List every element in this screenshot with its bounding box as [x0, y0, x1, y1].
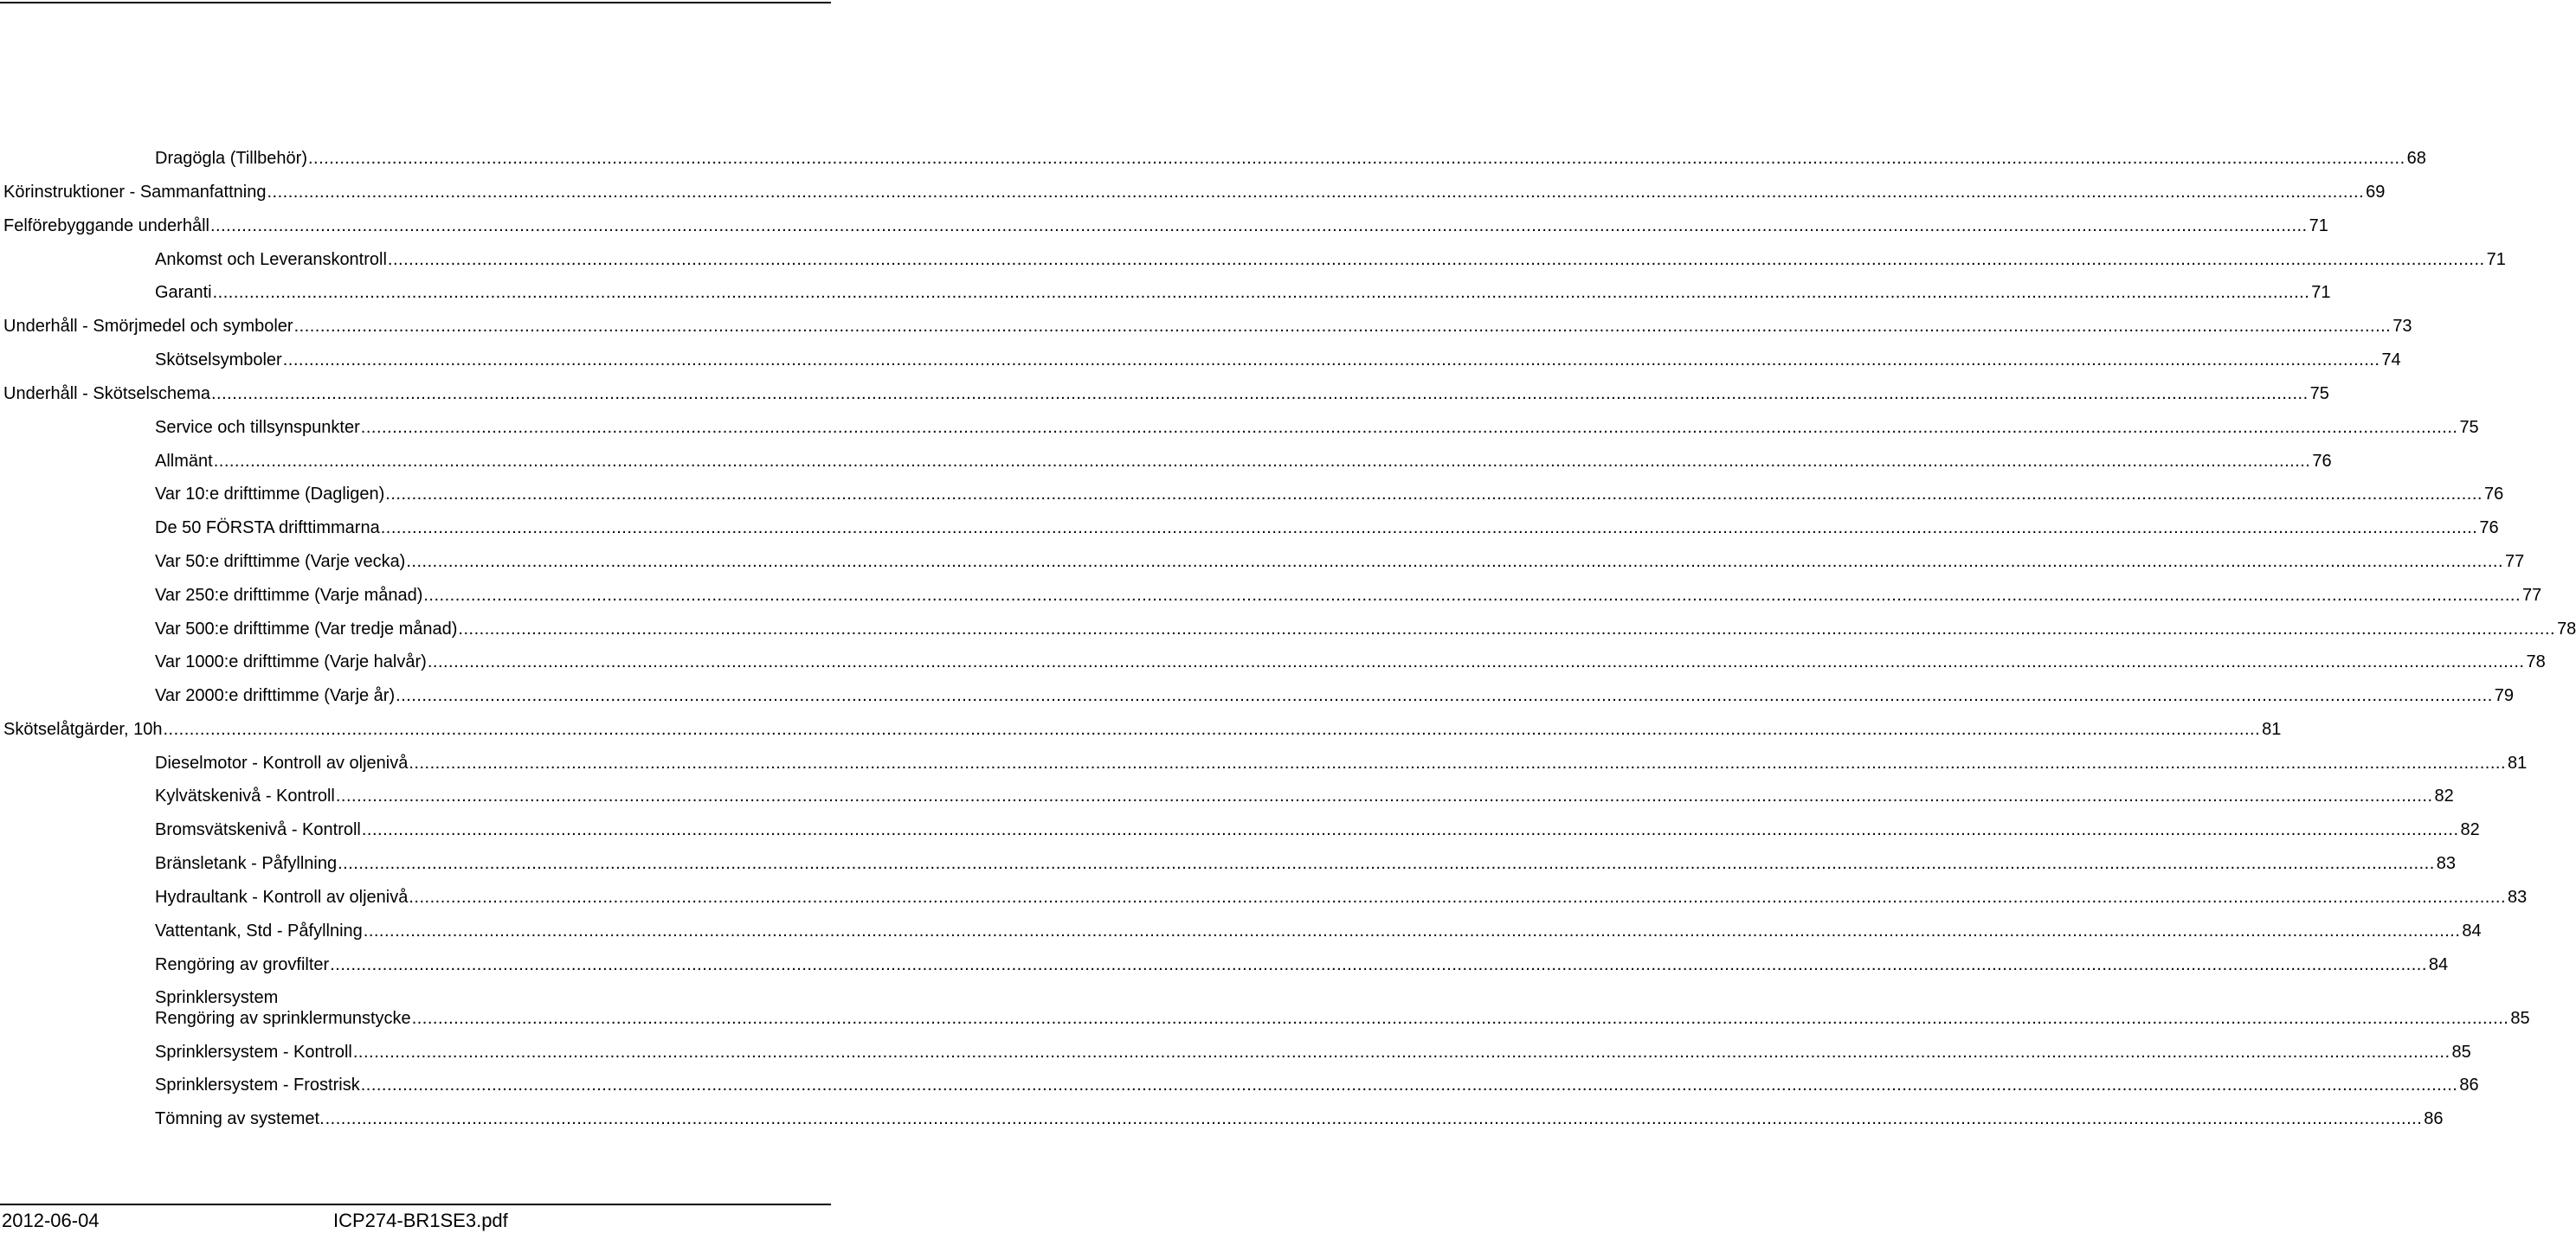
toc-entry-title: Var 1000:e drifttimme (Varje halvår) — [155, 652, 427, 671]
toc-entry-title: Bränsletank - Påfyllning — [155, 854, 338, 873]
toc-entry[interactable] — [0, 585, 2542, 611]
toc-entry-title: De 50 FÖRSTA drifttimmarna — [155, 518, 380, 537]
dot-leader: ................................................................................................................................................................................................................................................................................................................................................................................................................ — [427, 652, 2525, 671]
dot-leader: ................................................................................................................................................................................................................................................................................................................................................................................................................ — [308, 149, 2405, 168]
toc-entry-page-number: 76 — [2483, 485, 2504, 504]
toc-entry-title: Tömning av systemet. — [155, 1109, 325, 1128]
toc-entry-page-number: 84 — [2428, 955, 2449, 974]
toc-entry[interactable] — [0, 551, 2525, 577]
toc-entry-line — [155, 350, 2401, 370]
toc-entry-line — [155, 1008, 2530, 1029]
toc-entry-line — [155, 786, 2454, 806]
toc-entry-title: Allmänt — [155, 452, 213, 471]
toc-entry-page-number: 71 — [2311, 283, 2331, 302]
toc-entry-page-number: 77 — [2522, 586, 2542, 605]
toc-entry-line — [3, 719, 2282, 740]
dot-leader: ................................................................................................................................................................................................................................................................................................................................................................................................................ — [213, 452, 2311, 471]
toc-entry-line — [155, 819, 2480, 840]
toc-entry[interactable] — [0, 451, 2332, 477]
toc-entry-title: Hydraultank - Kontroll av oljenivå — [155, 888, 409, 907]
toc-entry-title: Var 250:e drifttimme (Varje månad) — [155, 586, 423, 605]
dot-leader: ................................................................................................................................................................................................................................................................................................................................................................................................................ — [211, 384, 2309, 403]
toc-entry[interactable] — [0, 921, 2482, 947]
toc-entry-title: Skötselåtgärder, 10h — [3, 720, 163, 739]
toc-entry-title: Sprinklersystem - Kontroll — [155, 1043, 352, 1062]
toc-entry-page-number: 69 — [2366, 183, 2386, 202]
toc-entry-page-number: 76 — [2312, 452, 2332, 471]
toc-entry[interactable] — [0, 517, 2499, 543]
dot-leader: ................................................................................................................................................................................................................................................................................................................................................................................................................ — [335, 787, 2433, 806]
dot-leader: ................................................................................................................................................................................................................................................................................................................................................................................................................ — [282, 350, 2380, 369]
toc-entry-title: Kylvätskenivå - Kontroll — [155, 787, 335, 806]
dot-leader: ................................................................................................................................................................................................................................................................................................................................................................................................................ — [163, 720, 2261, 739]
toc-entry[interactable] — [0, 988, 2530, 1034]
toc-entry-line — [155, 585, 2542, 606]
toc-entry-page-number: 78 — [2526, 652, 2546, 671]
toc-entry[interactable] — [0, 383, 2329, 409]
toc-entry-title: Vattentank, Std - Påfyllning — [155, 922, 363, 941]
toc-entry[interactable] — [0, 619, 2576, 645]
footer-filename: ICP274-BR1SE3.pdf — [333, 1210, 508, 1231]
footer-date: 2012-06-04 — [2, 1210, 100, 1231]
dot-leader: ................................................................................................................................................................................................................................................................................................................................................................................................................ — [212, 283, 2310, 302]
toc-entry[interactable] — [0, 652, 2546, 678]
toc-entry-page-number: 77 — [2505, 552, 2525, 571]
toc-entry-page-number: 75 — [2309, 384, 2329, 403]
toc-entry[interactable] — [0, 316, 2412, 342]
toc-entry-line — [155, 652, 2546, 672]
toc-entry-line — [3, 383, 2329, 404]
toc-entry-page-number: 75 — [2459, 418, 2479, 437]
toc-entry-page-number: 74 — [2381, 350, 2401, 369]
toc-entry[interactable] — [0, 786, 2454, 812]
dot-leader: ................................................................................................................................................................................................................................................................................................................................................................................................................ — [385, 485, 2483, 504]
toc-entry[interactable] — [0, 719, 2282, 745]
dot-leader: ................................................................................................................................................................................................................................................................................................................................................................................................................ — [406, 552, 2504, 571]
toc-entry-line — [155, 282, 2331, 303]
toc-entry-title: Ankomst och Leveranskontroll — [155, 250, 387, 269]
toc-entry-page-number: 73 — [2392, 317, 2412, 336]
toc-entry-line — [155, 249, 2506, 270]
toc-entry-page-number: 86 — [2424, 1109, 2444, 1128]
toc-entry-line — [155, 619, 2576, 639]
toc-entry[interactable] — [0, 685, 2515, 711]
toc-entry-page-number: 82 — [2460, 820, 2480, 839]
toc-entry-line — [155, 954, 2449, 975]
toc-entry-page-number: 78 — [2557, 620, 2576, 639]
toc-entry[interactable] — [0, 282, 2331, 308]
toc-entry-page-number: 71 — [2486, 250, 2506, 269]
toc-entry-line — [155, 148, 2426, 169]
dot-leader: ................................................................................................................................................................................................................................................................................................................................................................................................................ — [396, 686, 2493, 705]
toc-entry-line — [155, 551, 2525, 572]
toc-entry-title: Var 10:e drifttimme (Dagligen) — [155, 485, 385, 504]
toc-entry-title: Var 500:e drifttimme (Var tredje månad) — [155, 620, 458, 639]
toc-entry-title: Bromsvätskenivå - Kontroll — [155, 820, 361, 839]
toc-entry[interactable] — [0, 954, 2449, 980]
toc-entry-title: Felförebyggande underhåll — [3, 216, 209, 235]
dot-leader: ................................................................................................................................................................................................................................................................................................................................................................................................................ — [338, 854, 2435, 873]
toc-entry-page-number: 81 — [2262, 720, 2282, 739]
toc-entry-line — [155, 753, 2528, 774]
dot-leader: ................................................................................................................................................................................................................................................................................................................................................................................................................ — [409, 754, 2506, 773]
toc-entry-line — [155, 853, 2457, 874]
dot-leader: ................................................................................................................................................................................................................................................................................................................................................................................................................ — [361, 820, 2459, 839]
toc-entry[interactable] — [0, 484, 2504, 510]
toc-entry-line — [155, 685, 2515, 706]
toc-entry-title: Skötselsymboler — [155, 350, 282, 369]
toc-entry-page-number: 85 — [2510, 1009, 2530, 1028]
toc-entry[interactable] — [0, 887, 2528, 913]
toc-entry[interactable] — [0, 1075, 2479, 1101]
dot-leader: ................................................................................................................................................................................................................................................................................................................................................................................................................ — [352, 1043, 2450, 1062]
toc-entry-title: Dragögla (Tillbehör) — [155, 149, 307, 168]
toc-entry[interactable] — [0, 148, 2426, 174]
toc-entry-page-number: 79 — [2494, 686, 2515, 705]
toc-entry-title: Dieselmotor - Kontroll av oljenivå — [155, 754, 409, 773]
dot-leader: ................................................................................................................................................................................................................................................................................................................................................................................................................ — [411, 1009, 2509, 1028]
toc-entry-title: Var 50:e drifttimme (Varje vecka) — [155, 552, 406, 571]
toc-entry-line — [155, 1075, 2479, 1095]
dot-leader: ................................................................................................................................................................................................................................................................................................................................................................................................................ — [293, 317, 2392, 336]
footer-rule — [0, 1204, 831, 1205]
toc-entry-title: Underhåll - Skötselschema — [3, 384, 210, 403]
toc-entry[interactable] — [0, 215, 2328, 241]
dot-leader: ................................................................................................................................................................................................................................................................................................................................................................................................................ — [360, 1076, 2458, 1095]
toc-entry-page-number: 71 — [2309, 216, 2328, 235]
toc-entry-line — [155, 451, 2332, 472]
toc-entry-title: Rengöring av grovfilter — [155, 955, 330, 974]
dot-leader: ................................................................................................................................................................................................................................................................................................................................................................................................................ — [325, 1109, 2423, 1128]
toc-entry-page-number: 83 — [2508, 888, 2528, 907]
toc-entry-page-number: 81 — [2508, 754, 2528, 773]
dot-leader: ................................................................................................................................................................................................................................................................................................................................................................................................................ — [380, 518, 2478, 537]
toc-entry[interactable] — [0, 249, 2506, 275]
toc-entry[interactable] — [0, 1108, 2444, 1134]
toc-entry[interactable] — [0, 182, 2386, 208]
toc-entry[interactable] — [0, 350, 2401, 376]
toc-entry-line — [155, 1108, 2444, 1129]
toc-entry-line — [155, 484, 2504, 504]
toc-entry[interactable] — [0, 753, 2528, 779]
toc-entry-line — [155, 887, 2528, 908]
toc-entry-title: Underhåll - Smörjmedel och symboler — [3, 317, 293, 336]
toc-entry-line — [155, 517, 2499, 538]
dot-leader: ................................................................................................................................................................................................................................................................................................................................................................................................................ — [409, 888, 2507, 907]
dot-leader: ................................................................................................................................................................................................................................................................................................................................................................................................................ — [267, 183, 2365, 202]
toc-entry-page-number: 86 — [2459, 1076, 2479, 1095]
toc-entry-title: Sprinklersystem - Frostrisk — [155, 1076, 360, 1095]
dot-leader: ................................................................................................................................................................................................................................................................................................................................................................................................................ — [330, 955, 2427, 974]
toc-entry-page-number: 82 — [2434, 787, 2454, 806]
toc-entry[interactable] — [0, 853, 2457, 879]
toc-entry-line — [3, 182, 2386, 202]
toc-entry-line — [3, 316, 2412, 337]
toc-entry-title: Service och tillsynspunkter — [155, 418, 360, 437]
page-footer — [0, 1204, 831, 1233]
toc-entry-line — [155, 417, 2479, 438]
toc-entry-page-number: 68 — [2406, 149, 2426, 168]
toc-entry-line — [3, 215, 2328, 236]
toc-entry-title: Körinstruktioner - Sammanfattning — [3, 183, 267, 202]
toc-entry-title: Rengöring av sprinklermunstycke — [155, 1009, 411, 1028]
toc-entry-page-number: 84 — [2462, 922, 2482, 941]
toc-entry[interactable] — [0, 1042, 2471, 1068]
toc-entry-line — [155, 1042, 2471, 1063]
toc-entry-page-number: 83 — [2436, 854, 2457, 873]
dot-leader: ................................................................................................................................................................................................................................................................................................................................................................................................................ — [458, 620, 2556, 639]
dot-leader: ................................................................................................................................................................................................................................................................................................................................................................................................................ — [209, 216, 2308, 235]
dot-leader: ................................................................................................................................................................................................................................................................................................................................................................................................................ — [387, 250, 2485, 269]
toc-entry-title: Var 2000:e drifttimme (Varje år) — [155, 686, 396, 705]
toc-entry[interactable] — [0, 417, 2479, 443]
toc-entry-line — [155, 921, 2482, 941]
dot-leader: ................................................................................................................................................................................................................................................................................................................................................................................................................ — [423, 586, 2521, 605]
toc-entry-preline: Sprinklersystem — [155, 988, 279, 1007]
dot-leader: ................................................................................................................................................................................................................................................................................................................................................................................................................ — [360, 418, 2458, 437]
dot-leader: ................................................................................................................................................................................................................................................................................................................................................................................................................ — [363, 922, 2461, 941]
toc-entry-page-number: 76 — [2479, 518, 2499, 537]
toc-entry[interactable] — [0, 819, 2480, 845]
toc-entry-page-number: 85 — [2451, 1043, 2471, 1062]
toc-entry-title: Garanti — [155, 283, 212, 302]
